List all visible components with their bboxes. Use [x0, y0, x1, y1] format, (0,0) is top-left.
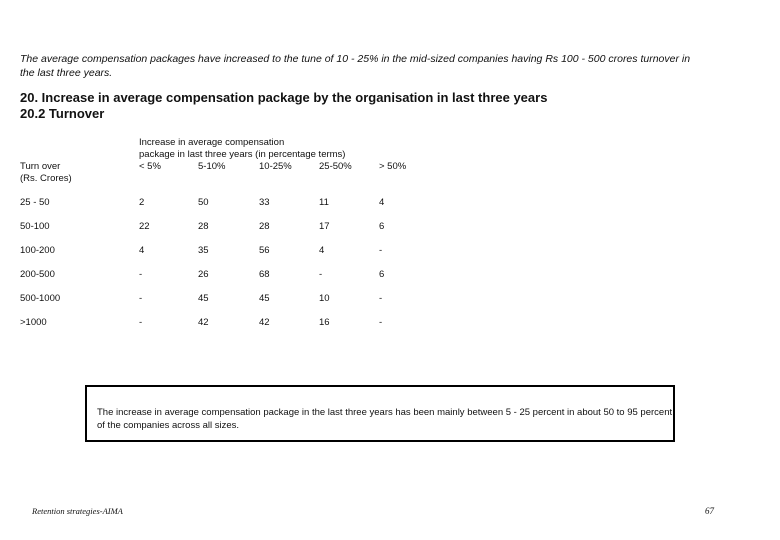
page-number: 67 — [705, 506, 714, 516]
summary-note-box — [85, 385, 675, 442]
column-header: 10-25% — [259, 161, 292, 172]
table-cell: - — [139, 293, 143, 304]
table-cell: 42 — [198, 317, 209, 328]
row-label: 50-100 — [20, 221, 50, 232]
table-cell: 45 — [198, 293, 209, 304]
table-cell: 50 — [198, 197, 209, 208]
table-cell: 56 — [259, 245, 270, 256]
group-header-line-2: package in last three years (in percentage terms) — [139, 149, 346, 160]
table-cell: 35 — [198, 245, 209, 256]
row-header-line-2: (Rs. Crores) — [20, 173, 72, 184]
table-cell: 28 — [198, 221, 209, 232]
table-cell: 6 — [379, 221, 385, 232]
row-label: >1000 — [20, 317, 47, 328]
table-cell: 33 — [259, 197, 270, 208]
table-cell: 68 — [259, 269, 270, 280]
table-cell: 2 — [139, 197, 145, 208]
column-header: < 5% — [139, 161, 161, 172]
table-cell: 4 — [379, 197, 385, 208]
table-cell: 22 — [139, 221, 150, 232]
table-cell: 4 — [319, 245, 325, 256]
row-label: 500-1000 — [20, 293, 61, 304]
table-cell: - — [379, 317, 383, 328]
table-cell: - — [139, 269, 143, 280]
table-cell: - — [319, 269, 323, 280]
table-cell: 45 — [259, 293, 270, 304]
table-cell: 16 — [319, 317, 330, 328]
table-cell: 4 — [139, 245, 145, 256]
column-header: > 50% — [379, 161, 407, 172]
intro-paragraph: The average compensation packages have increased to the tune of 10 - 25% in the mid-sized companies having Rs 100 - 500 crores turnover in the last three years. — [20, 53, 691, 79]
table-cell: 11 — [319, 197, 329, 208]
table-cell: 17 — [319, 221, 330, 232]
footer-source: Retention strategies-AIMA — [32, 506, 123, 516]
table-cell: - — [139, 317, 143, 328]
table-cell: - — [379, 293, 383, 304]
table-cell: 6 — [379, 269, 385, 280]
section-title: 20. Increase in average compensation package by the organisation in last three years — [20, 90, 548, 105]
table-cell: 10 — [319, 293, 330, 304]
subsection-title: 20.2 Turnover — [20, 106, 105, 121]
table-cell: - — [379, 245, 383, 256]
row-label: 200-500 — [20, 269, 55, 280]
row-label: 100-200 — [20, 245, 55, 256]
table-cell: 28 — [259, 221, 270, 232]
summary-note-text: The increase in average compensation package in the last three years has been mainly between 5 - 25 percent in about 50 to 95 percent of the companies across all sizes. — [97, 407, 673, 431]
row-header-line-1: Turn over — [20, 161, 61, 172]
table-cell: 42 — [259, 317, 270, 328]
column-header: 5-10% — [198, 161, 226, 172]
row-label: 25 - 50 — [20, 197, 50, 208]
group-header-line-1: Increase in average compensation — [139, 137, 285, 148]
table-cell: 26 — [198, 269, 209, 280]
column-header: 25-50% — [319, 161, 352, 172]
section-heading — [20, 90, 740, 122]
